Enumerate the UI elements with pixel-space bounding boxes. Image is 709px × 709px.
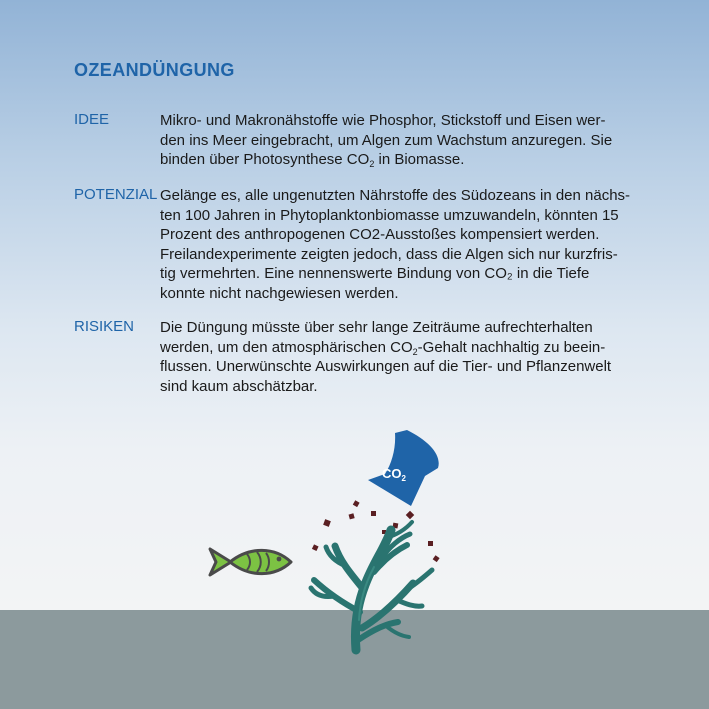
- co2-arrow-icon: [368, 430, 439, 506]
- text-line: sind kaum abschätzbar.: [160, 377, 318, 395]
- fish-icon: [210, 549, 291, 575]
- section-label-idee: IDEE: [74, 111, 110, 128]
- text-line: werden, um den atmosphärischen $CO_2$-Gehalt nachhaltig zu beein-: [160, 338, 606, 357]
- seaweed-icon: [311, 522, 432, 650]
- text-line: Freilandexperimente zeigten jedoch, dass die Algen sich nur kurzfris-: [160, 245, 618, 263]
- text-line: ten 100 Jahren in Phytoplanktonbiomasse umzuwandeln, könnten 15: [160, 206, 619, 224]
- text-line: Prozent des anthropogenen CO2-Ausstoßes kompensiert werden.: [160, 226, 600, 243]
- co2-arrow-label: $CO_2$: [382, 466, 406, 483]
- text-line: Gelänge es, alle ungenutzten Nährstoffe des Südozeans in den nächs-: [160, 187, 631, 204]
- text-line: binden über Photosynthese $CO_2$ in Biomasse.: [160, 151, 465, 169]
- text-line: Die Düngung müsste über sehr lange Zeiträume aufrechterhalten: [160, 319, 593, 336]
- section-label-potenzial: POTENZIAL: [74, 186, 158, 203]
- text-line: flussen. Unerwünschte Auswirkungen auf die Tier- und Pflanzenwelt: [160, 358, 612, 375]
- text-line: Mikro- und Makronähstoffe wie Phosphor, Stickstoff und Eisen wer-: [160, 112, 606, 129]
- text-line: den ins Meer eingebracht, um Algen zum Wachstum anzuregen. Sie: [160, 131, 613, 149]
- section-label-risiken: RISIKEN: [74, 318, 135, 335]
- text-line: tig vermehrten. Eine nennenswerte Bindung von CO₂ in die Tiefe: [160, 265, 590, 282]
- text-line: konnte nicht nachgewiesen werden.: [160, 284, 399, 302]
- page-title: OZEANDÜNGUNG: [74, 60, 235, 80]
